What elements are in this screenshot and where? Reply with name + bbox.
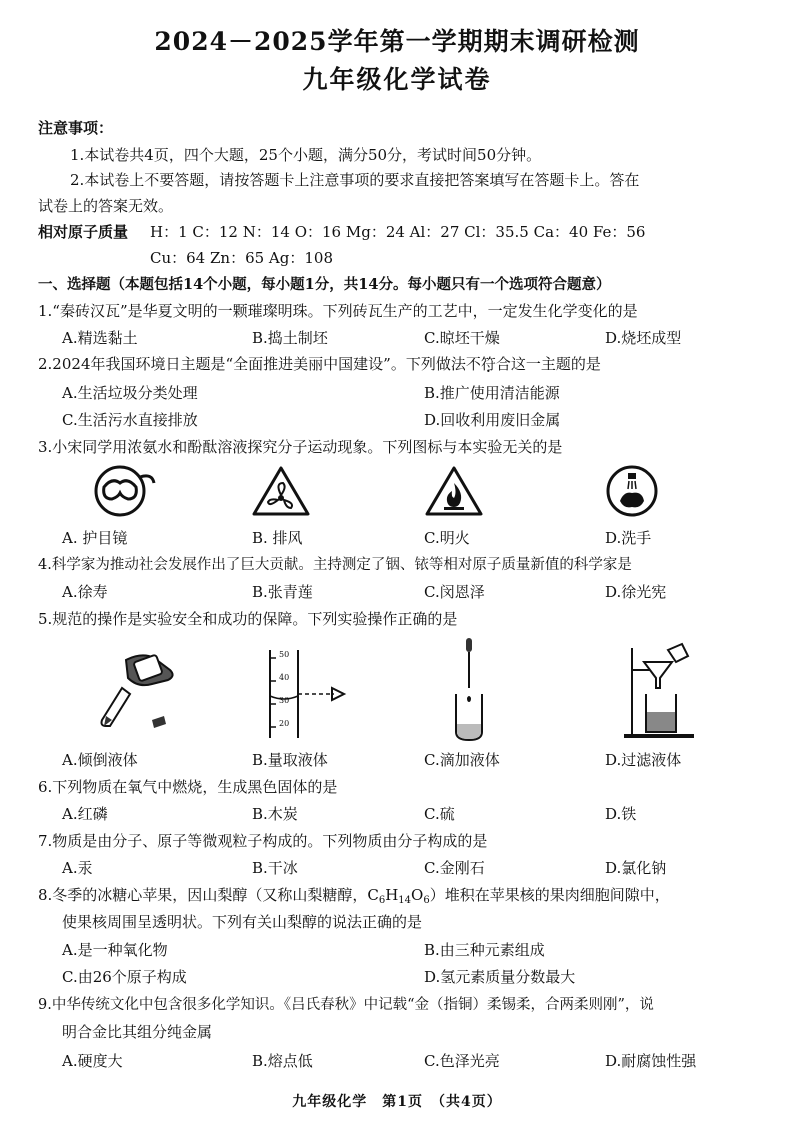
pouring-liquid-figure [92, 650, 202, 734]
q5-option-a: A.倾倒液体 [62, 751, 138, 769]
q3-option-a: A. 护目镜 [62, 529, 128, 547]
notice-item-2b: 试卷上的答案无效。 [38, 197, 174, 215]
q8-option-b: B.由三种元素组成 [424, 941, 545, 959]
q9-option-a: A.硬度大 [62, 1052, 123, 1070]
q8-option-c: C.由26个原子构成 [62, 968, 187, 986]
q2-stem-b: 这一主题的是 [510, 355, 601, 373]
q2-option-c: C.生活污水直接排放 [62, 411, 198, 429]
q2-option-b: B.推广使用清洁能源 [424, 384, 560, 402]
open-flame-icon [424, 465, 484, 517]
q1-option-c: C.晾坯干燥 [424, 329, 500, 347]
q2-stem [38, 354, 601, 374]
q6-option-b: B.木炭 [252, 805, 298, 823]
q8-option-d: D.氢元素质量分数最大 [424, 968, 576, 986]
q4-option-d: D.徐光宪 [605, 583, 667, 601]
cylinder-tick-40: 40 [279, 673, 290, 682]
exam-title: 2024－2025学年第一学期期末调研检测 [154, 27, 640, 56]
notice-item-1: 1.本试卷共4页，四个大题，25个小题，满分50分，考试时间50分钟。 [70, 146, 542, 164]
q6-stem: 6.下列物质在氧气中燃烧，生成黑色固体的是 [38, 778, 338, 796]
graduated-cylinder-figure [262, 648, 352, 740]
section-1-heading: 一、选择题（本题包括14个小题，每小题1分，共14分。每小题只有一个选项符合题意） [38, 276, 611, 293]
q7-option-a: A.汞 [62, 859, 93, 877]
q7-option-d: D.氯化钠 [605, 859, 667, 877]
q8-stem-line-2: 使果核周围呈透明状。下列有关山梨醇的说法正确的是 [62, 913, 423, 931]
cylinder-tick-50: 50 [279, 650, 290, 659]
cylinder-tick-20: 20 [279, 719, 290, 728]
q3-option-b: B. 排风 [252, 529, 303, 547]
q9-option-b: B.熔点低 [252, 1052, 313, 1070]
q3-stem: 3.小宋同学用浓氨水和酚酞溶液探究分子运动现象。下列图标与本实验无关的是 [38, 438, 563, 456]
cylinder-tick-30: 30 [279, 696, 290, 705]
notice-heading: 注意事项： [38, 119, 114, 137]
atomic-mass-row-2: Cu：64 Zn：65 Ag：108 [150, 249, 333, 267]
q1-option-d: D.烧坯成型 [605, 329, 682, 347]
q1-stem: 1.“秦砖汉瓦”是华夏文明的一颗璀璨明珠。下列砖瓦生产的工艺中，一定发生化学变化的是 [38, 302, 638, 320]
formula-c-sub: 6 [378, 895, 386, 906]
formula-o: O [411, 886, 424, 904]
filtering-liquid-figure [622, 642, 700, 740]
q7-option-c: C.金刚石 [424, 859, 485, 877]
exam-subtitle: 九年级化学试卷 [302, 65, 492, 94]
q6-option-a: A.红磷 [62, 805, 108, 823]
q3-option-d: D.洗手 [605, 529, 652, 547]
q9-stem-line-2: 明合金比其组分纯金属 [62, 1023, 213, 1041]
q4-option-c: C.闵恩泽 [424, 583, 485, 601]
atomic-mass-label: 相对原子质量 [38, 223, 129, 241]
q9-stem-line-1: 9.中华传统文化中包含很多化学知识。《吕氏春秋》中记载“金（指铜）柔锡柔，合两柔则刚”，说 [38, 997, 654, 1013]
atomic-mass-row-1: H：1 C：12 N：14 O：16 Mg：24 Al：27 Cl：35.5 Ca：40 Fe：56 [150, 223, 646, 241]
q1-option-b: B.捣土制坯 [252, 329, 328, 347]
dropping-liquid-figure [452, 636, 486, 742]
q8-stem-a: 8.冬季的冰糖心苹果，因山梨醇（又称山梨糖醇， [38, 886, 368, 904]
goggles-icon [92, 465, 156, 517]
q2-option-d: D.回收利用废旧金属 [424, 411, 561, 429]
q2-stem-a: 2.2024年我国环境日主题是“全面推进美丽中国建设”。下列做法 [38, 355, 466, 373]
q7-option-b: B.干冰 [252, 859, 298, 877]
q1-option-a: A.精选黏土 [62, 329, 138, 347]
q8-stem-line-1 [38, 885, 670, 911]
q4-option-b: B.张青莲 [252, 583, 313, 601]
q5-option-c: C.滴加液体 [424, 751, 500, 769]
q3-option-c: C.明火 [424, 529, 470, 547]
formula-h: H [385, 886, 399, 904]
q5-stem: 5.规范的操作是实验安全和成功的保障。下列实验操作正确的是 [38, 610, 458, 628]
page-footer: 九年级化学 第1页 （共4页） [292, 1094, 502, 1110]
q4-stem: 4.科学家为推动社会发展作出了巨大贡献。主持测定了铟、铱等相对原子质量新值的科学家是 [38, 557, 632, 573]
formula-o-sub: 6 [423, 895, 430, 906]
ventilation-icon [251, 465, 311, 517]
q2-stem-emphasis: 不符合 [465, 355, 511, 373]
q9-option-d: D.耐腐蚀性强 [605, 1052, 697, 1070]
q6-option-c: C.硫 [424, 805, 455, 823]
q8-option-a: A.是一种氧化物 [62, 941, 168, 959]
q6-option-d: D.铁 [605, 805, 637, 823]
sorbitol-formula [367, 886, 429, 904]
q9-option-c: C.色泽光亮 [424, 1052, 500, 1070]
hand-washing-icon [604, 465, 660, 517]
formula-c: C [367, 886, 379, 904]
notice-item-2a: 2.本试卷上不要答题，请按答题卡上注意事项的要求直接把答案填写在答题卡上。答在 [70, 171, 640, 189]
q7-stem: 7.物质是由分子、原子等微观粒子构成的。下列物质由分子构成的是 [38, 832, 488, 850]
q5-option-b: B.量取液体 [252, 751, 328, 769]
q5-option-d: D.过滤液体 [605, 751, 682, 769]
q8-stem-b: ）堆积在苹果核的果肉细胞间隙中， [429, 886, 670, 904]
q2-option-a: A.生活垃圾分类处理 [62, 384, 198, 402]
formula-h-sub: 14 [398, 895, 412, 906]
q4-option-a: A.徐寿 [62, 583, 108, 601]
